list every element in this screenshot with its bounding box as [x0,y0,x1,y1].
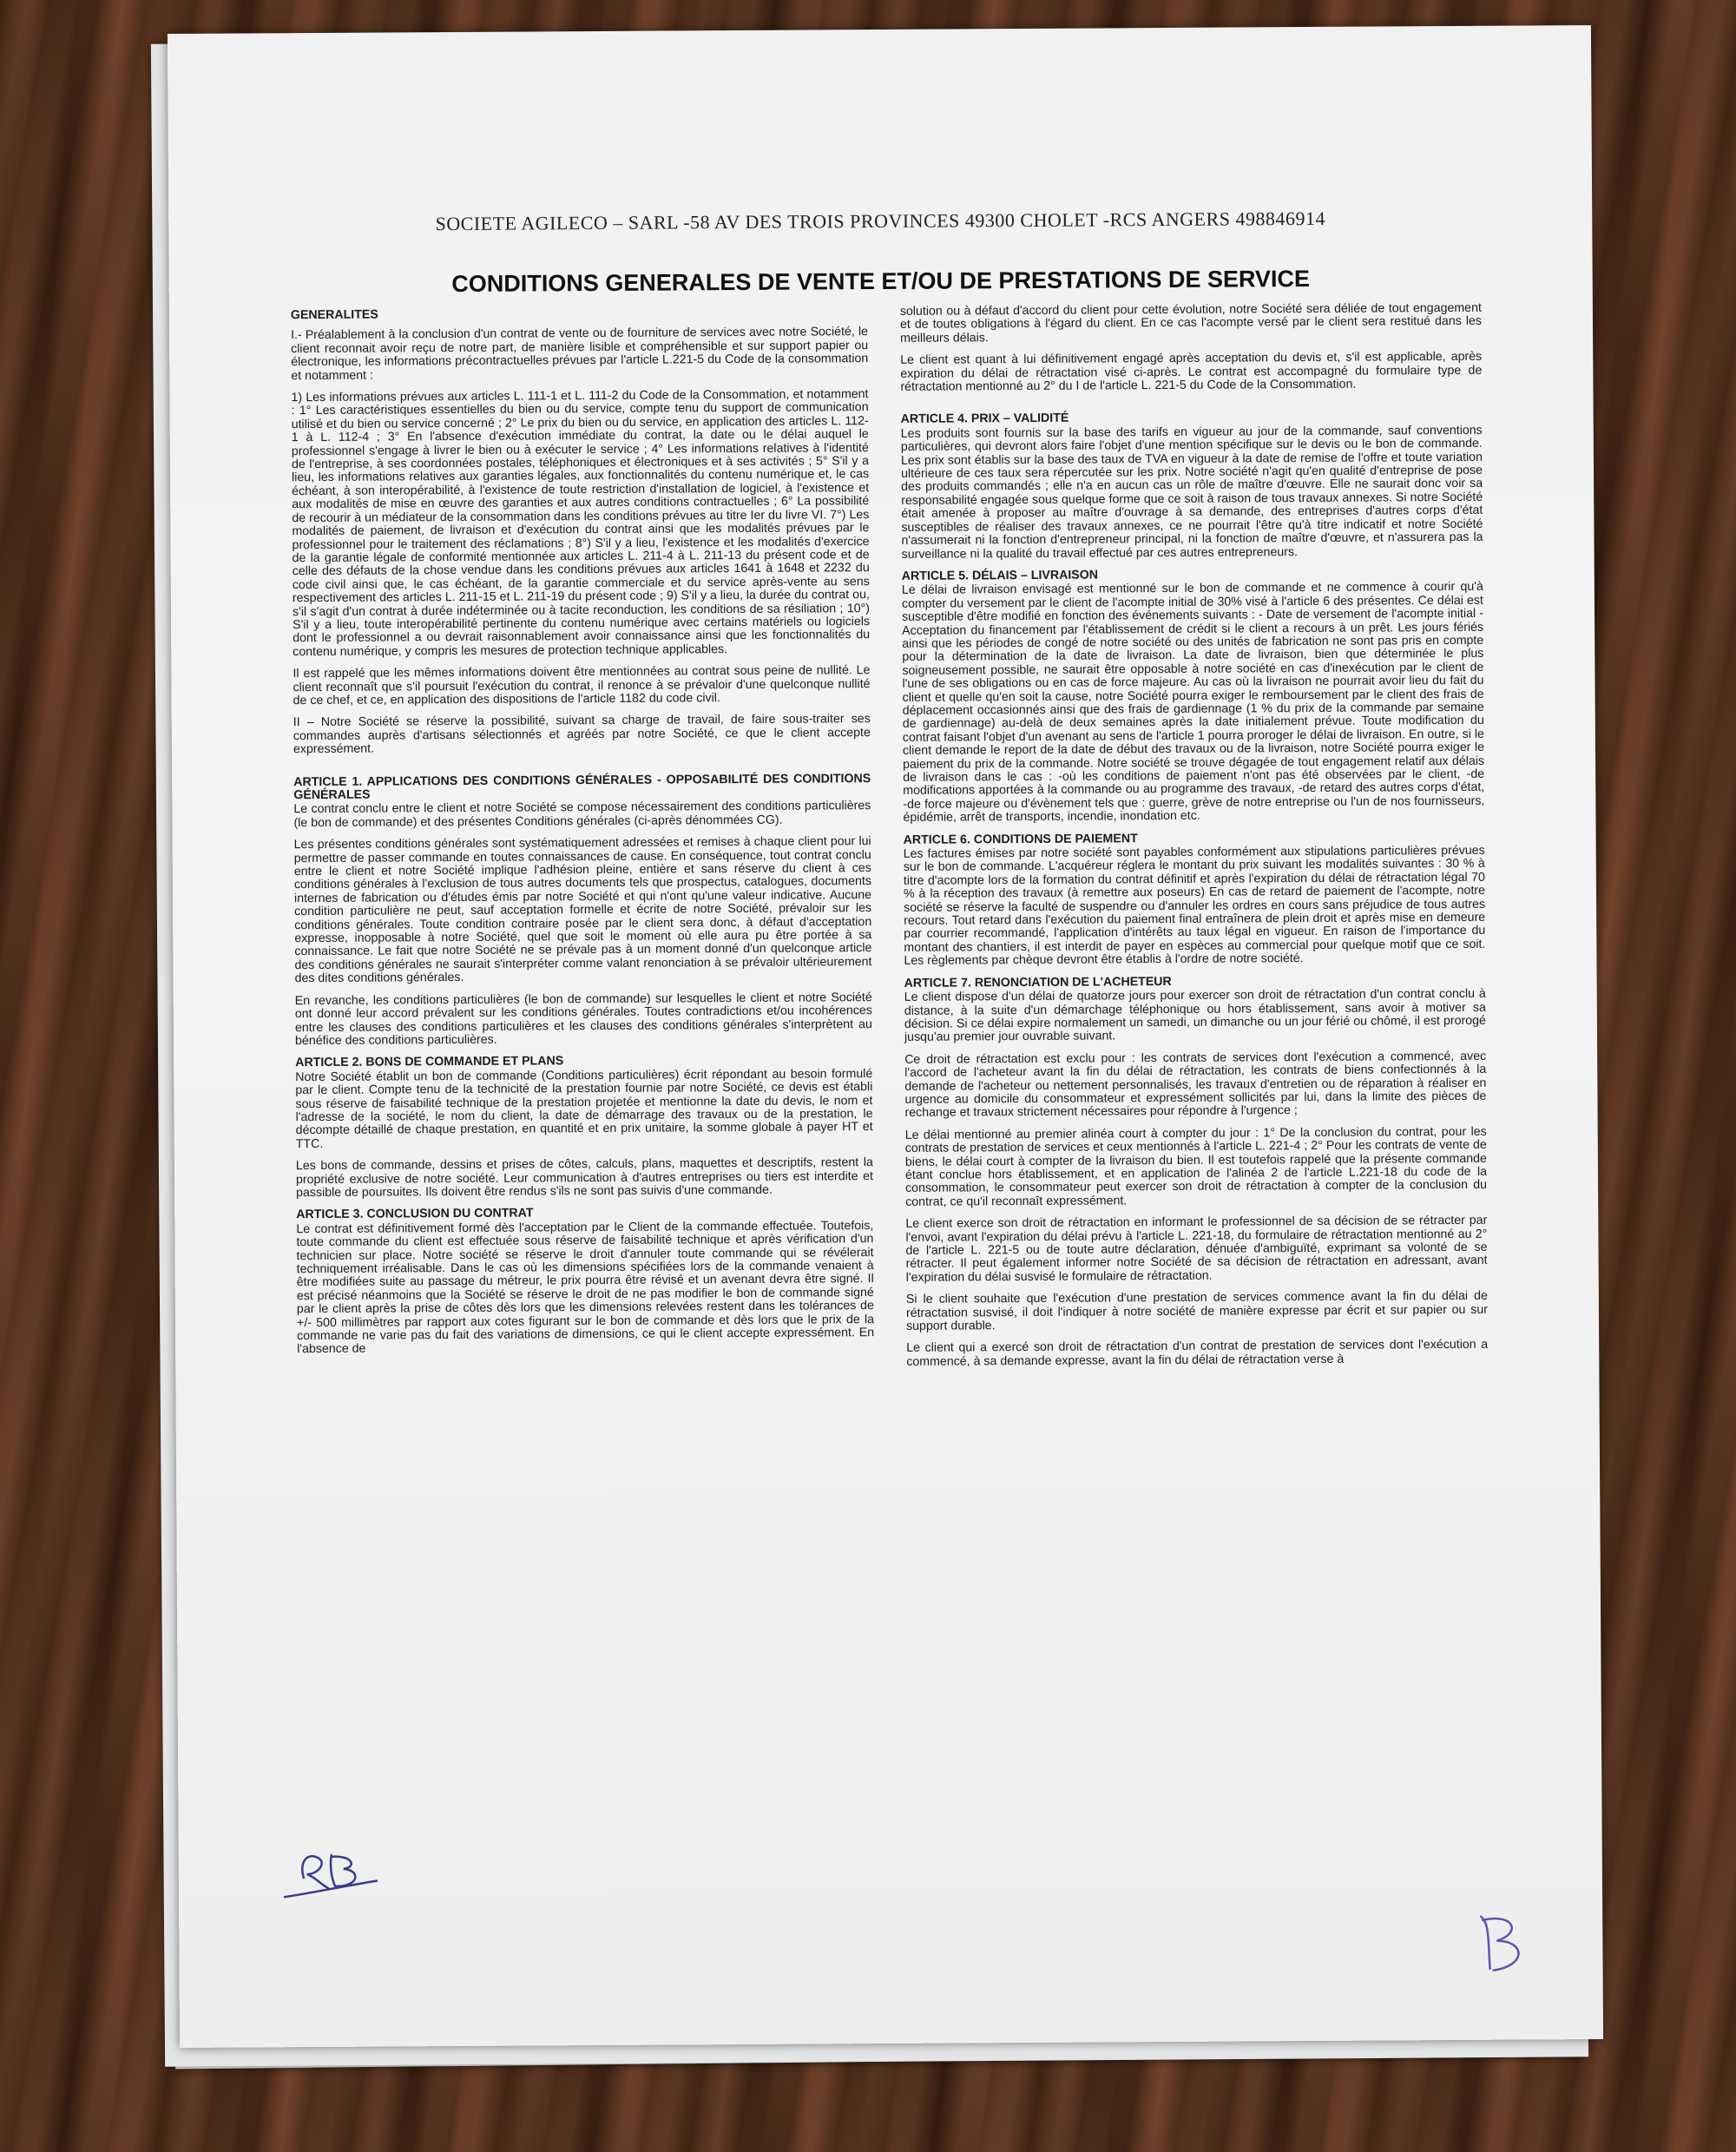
paragraph: 1) Les informations prévues aux articles L. 111-1 et L. 111-2 du Code de la Consommation, et notamment : 1° Les caractéristiques essentielles du bien ou du service, compte tenu du support de communication utilisé et du bien ou service concerné ; 2° Le prix du bien ou du service, en application des articles L. 112-1 à L. 112-4 ; 3° En l'absence d'exécution immédiate du contrat, la date ou le délai auquel le professionnel s'engage à livrer le bien ou à exécuter le service ; 4° Les informations relatives à l'identité de l'entreprise, à ses coordonnées postales, téléphoniques et électroniques et à ses activités ; 5° S'il y a lieu, les informations relatives aux garanties légales, aux fonctionnalités du contenu numérique et, le cas échéant, à son interopérabilité, à l'existence de toute restriction d'installation de logiciel, à l'existence et aux modalités de mise en œuvre des garanties et aux autres conditions contractuelles ; 6° La possibilité de recourir à un médiateur de la consommation dans les conditions prévues au titre Ier du livre VI. 7°) Les modalités de paiement, de livraison et d'exécution du contrat ainsi que les modalités prévues par le professionnel pour le traitement des réclamations ; 8°) S'il y a lieu, l'existence et les modalités d'exercice de la garantie légale de conformité mentionnée aux articles L. 211-4 à L. 211-13 du présent code et de celle des défauts de la chose vendue dans les conditions prévues aux articles 1641 à 1648 et 2232 du code civil ainsi que, le cas échéant, de la garantie commerciale et du service après-vente au sens respectivement des articles L. 211-15 et L. 211-19 du présent code ; 9) S'il y a lieu, la durée du contrat ou, s'il s'agit d'un contrat à durée indéterminée ou à tacite reconduction, les conditions de sa résiliation ; 10°) S'il y a lieu, toute interopérabilité pertinente du contenu numérique avec certains matériels ou logiciels dont le professionnel a ou devrait raisonnablement avoir connaissance ainsi que les fonctionnalités du contenu numérique, y compris les mesures de protection technique applicables. [291,387,871,659]
handwritten-initials-left [274,1843,387,1913]
left-column [291,306,874,1366]
paragraph: Le client exerce son droit de rétractation en informant le professionnel de sa décision de se rétracter par l'envoi, avant l'expiration du délai prévu à l'article L. 221-18, du formulaire de rétractation mentionné au 2° de l'article L. 221-5 ou de toute autre déclaration, dénuée d'ambiguïté, exprimant sa volonté de se rétracter. Il peut également informer notre Société de sa décision de rétractation en adressant, avant l'expiration du délai susvisé le formulaire de rétractation. [905,1213,1488,1285]
paragraph: Le client qui a exercé son droit de rétractation d'un contrat de prestation de services dont l'exécution a commencé, à sa demande expresse, avant la fin du délai de rétractation verse à [906,1338,1489,1369]
section-heading-generalites: GENERALITES [290,307,378,323]
right-column [900,302,1489,1378]
paragraph: En revanche, les conditions particulières (le bon de commande) sur lesquelles le client et notre Société ont donné leur accord prévalent sur les conditions générales. Toutes contradictions et/ou incohérences entre les clauses des conditions particulières et les clauses des conditions générales s'interprètent au bénéfice des conditions particulières. [294,990,872,1049]
paragraph: Si le client souhaite que l'exécution d'une prestation de services commence avant la fin du délai de rétractation susvisé, il doit l'indiquer à notre société de manière expresse par écrit et sur papier ou sur support durable. [905,1288,1488,1333]
paragraph: II – Notre Société se réserve la possibilité, suivant sa charge de travail, de faire sous-traiter ses commandes auprès d'artisans sélectionnés et agréés par notre Société, ce que le client accepte expressément. [293,712,871,757]
paragraph: Le client dispose d'un délai de quatorze jours pour exercer son droit de rétractation d'un contrat conclu à distance, à la suite d'un démarchage téléphonique ou hors établissement, sans avoir à motiver sa décision. Si ce délai expire normalement un samedi, un dimanche ou un jour férié ou chômé, il est prorogé jusqu'au premier jour ouvrable suivant. [904,986,1486,1045]
paragraph: I.- Préalablement à la conclusion d'un contrat de vente ou de fourniture de services avec notre Société, le client reconnait avoir reçu de notre part, de manière lisible et compréhensible et sur support papier ou électronique, les informations précontractuelles prévues par l'article L.221-5 du Code de la consommation et notamment : [291,325,869,383]
paragraph: Ce droit de rétractation est exclu pour : les contrats de services dont l'exécution a commencé, avec l'accord de l'acheteur avant la fin du délai de rétractation, les contrats de biens confectionnés à la demande de l'acheteur ou nettement personnalisés, les travaux d'entretien ou de réparation à réaliser en urgence au domicile du consommateur et expressément sollicités par lui, dans la limite des pièces de rechange et travaux strictement nécessaires pour répondre à l'urgence ; [904,1049,1487,1121]
paragraph: Il est rappelé que les mêmes informations doivent être mentionnées au contrat sous peine de nullité. Le client reconnaît que s'il poursuit l'exécution du contrat, il renonce à se prévaloir d'une quelconque nullité de ce chef, et ce, en application des dispositions de l'article 1182 du code civil. [293,663,871,708]
paragraph: Le délai mentionné au premier alinéa court à compter du jour : 1° De la conclusion du contrat, pour les contrats de prestation de services et ceux mentionnés à l'article L. 221-4 ; 2° Pour les contrats de vente de biens, le délai court à compter de la livraison du bien. Il est toutefois rappelé que la présente commande étant conclue hors établissement, et en application de l'alinéa 2 de l'article L.221-18 du code de la consommation, le consommateur peut exercer son droit de rétractation à compter de la conclusion du contrat, ce qu'il reconnaît expressément. [904,1124,1488,1209]
paragraph: Le contrat est définitivement formé dès l'acceptation par le Client de la commande effectuée. Toutefois, toute commande du client est effectuée sous réserve de faisabilité technique et après vérification d'un technicien sur place. Notre société se réserve le droit d'annuler toute commande qui se révélerait techniquement irréalisable. Dans le cas où les dimensions spécifiées lors de la commande venaient à être modifiées suite au passage du métreur, le prix pourra être révisé et un avenant devra être signé. Il est précisé néanmoins que la Société se réserve le droit de ne pas modifier le bon de commande signé par le client après la prise de côtes dès lors que les dimensions relevées restent dans les tolérances de +/- 500 millimètres par rapport aux cotes figurant sur le bon de commande et dès lors que le prix de la commande ne varie pas du fait des variations de dimensions, ce qui le client accepte expressément. En l'absence de [296,1218,875,1357]
paragraph: Le client est quant à lui définitivement engagé après acceptation du devis et, s'il est applicable, après expiration du délai de rétractation visé ci-après. Le contrat est accompagné du formulaire type de rétractation mentionné au 2° du I de l'article L. 221-5 du Code de la Consommation. [900,350,1483,394]
paragraph: Les factures émises par notre société sont payables conformément aux stipulations particulières prévues sur le bon de commande. L'acquéreur réglera le montant du prix suivant les modalités suivantes : 30 % à titre d'acompte lors de la formation du contrat définitif et après l'expiration du délai de rétractation légal 70 % à la réception des travaux (à remettre aux poseurs) En cas de retard de paiement de l'acompte, notre société se réserve la faculté de suspendre ou d'annuler les ordres en cours sans préjudice de tous autres recours. Tout retard dans l'exécution du paiement final entraînera de plein droit et après mise en demeure par courrier recommandé, l'application d'intérêts au taux légal en vigueur. En raison de l'importance du montant des chantiers, il est interdit de payer en espèces au commercial pour quelque motif que ce soit. Les règlements par chèque devront être établis à l'ordre de notre société. [903,843,1486,969]
paragraph: solution ou à défaut d'accord du client pour cette évolution, notre Société sera déliée de tout engagement et de toutes obligations à l'égard du client. En ce cas l'acompte versé par le client sera restitué dans les meilleurs délais. [899,300,1483,346]
article-5-heading: ARTICLE 5. DÉLAIS – LIVRAISON [901,568,1099,583]
paragraph: Le délai de livraison envisagé est mentionné sur le bon de commande et ne commence à courir qu'à compter du versement par le client de l'acompte initial de 30% visé à l'article 6 des présentes. Ce délai est susceptible d'être modifié en fonction des événements suivants : - Date de versement de l'acompte initial - Acceptation du financement par l'établissement de crédit si le client a recours à un prêt. Les jours fériés ainsi que les périodes de congé de notre société ou des unités de fabrication ne sont pas pris en compte pour la détermination de la date de livraison. La date de livraison, bien que déterminée le plus soigneusement possible, ne saurait être opposable à notre société en cas d'inexécution par le client de l'une de ses obligations ou en cas de force majeure. Au cas où la livraison ne pourrait avoir lieu du fait du client et quelle qu'en soit la cause, notre Société pourra exiger le remboursement par le client des frais de déplacement occasionnés ainsi que des frais de gardiennage (1 % du prix de la commande par semaine de gardiennage) au-delà de deux semaines après la date initialement prévue. Toute modification du contrat faisant l'objet d'un avenant au sens de l'article 1 pourra proroger le délai de livraison. En outre, si le client demande le report de la date de début des travaux ou de la livraison, notre Société pourra exiger le paiement du prix de la commande. Notre société se trouve dégagée de tout engagement relatif aux délais de livraison dans le cas : -où les conditions de paiement n'ont pas été observées par le client, -de modifications apportées à la commande ou au programme des travaux, -de retard des autres corps d'état, -de force majeure ou d'évènement tels que : guerre, grève de notre entreprise ou l'un de nos fournisseurs, épidémie, arrêt de transports, incendie, inondation etc. [901,580,1485,826]
paragraph: Les présentes conditions générales sont systématiquement adressées et remises à chaque client pour lui permettre de passer commande en toutes connaissances de cause. En conséquence, tout contrat conclu entre le client et notre Société implique l'adhésion pleine, entière et sans réserve du client à ces conditions générales à l'exclusion de tous autres documents tels que prospectus, catalogues, documents internes de fabrication ou d'études émis par notre Société et qui n'ont qu'une valeur indicative. Aucune condition particulière ne peut, sauf acceptation formelle et écrite de notre Société, prévaloir sur les conditions générales. Toute condition contraire posée par le client sera donc, à défaut d'acceptation expresse, inopposable à notre Société, quel que soit le moment où elle aura pu être portée à sa connaissance. Le fait que notre Société ne se prévale pas à un moment donné d'un quelconque article des conditions générales ne saurait s'interpréter comme valant renonciation à se prévaloir ultérieurement des dites conditions générales. [293,834,872,986]
article-3-heading: ARTICLE 3. CONCLUSION DU CONTRAT [296,1206,534,1222]
paragraph: Le contrat conclu entre le client et notre Société se compose nécessairement des conditions particulières (le bon de commande) et des présentes Conditions générales (ci-après dénommées CG). [293,799,871,830]
paragraph: Notre Société établit un bon de commande (Conditions particulières) écrit répondant au besoin formulé par le client. Compte tenu de la technicité de la prestation fournie par notre Société, ce devis est établi sous réserve de faisabilité technique de la prestation projetée et mentionne la date du devis, le nom et l'adresse de la société, le nom du client, la date de démarrage des travaux ou de la prestation, le décompte détaillé de chaque prestation, en quantité et en prix unitaire, la somme globale à payer HT et TTC. [295,1066,873,1151]
article-1-heading: ARTICLE 1. APPLICATIONS DES CONDITIONS GÉNÉRALES - OPPOSABILITÉ DES CONDITIONS GÉNÉRALES [293,771,871,803]
article-7-heading: ARTICLE 7. RENONCIATION DE L'ACHETEUR [904,974,1172,990]
article-4-heading: ARTICLE 4. PRIX – VALIDITÉ [900,411,1069,427]
article-6-heading: ARTICLE 6. CONDITIONS DE PAIEMENT [903,831,1138,847]
company-header: SOCIETE AGILECO – SARL -58 AV DES TROIS PROVINCES 49300 CHOLET -RCS ANGERS 498846914 [435,207,1326,235]
handwritten-initials-right [1463,1907,1542,1986]
paragraph: Les produits sont fournis sur la base des tarifs en vigueur au jour de la commande, sauf conventions particulières, qui devront alors faire l'objet d'une mention spécifique sur le devis ou le bon de commande. Les prix sont établis sur la base des taux de TVA en vigueur à la date de remise de l'offre et toute variation ultérieure de ces taux sera répercutée sur les prix. Notre société n'agit qu'en qualité d'entreprise de pose des produits commandés ; elle n'a en aucun cas un rôle de maître d'œuvre. Elle ne saurait donc voir sa responsabilité engagée sous quelque forme que ce soit à raison de tous travaux annexes. Si notre Société était amenée à proposer au maître d'ouvrage à sa demande, des entreprises d'autres corps d'état susceptibles de réaliser des travaux annexes, ce ne pourrait l'être qu'à titre indicatif et notre Société n'assumerait ni la fonction d'entrepreneur principal, ni la fonction de maître d'œuvre, et n'assurera pas la surveillance ni la qualité du travail effectué par ces autres entrepreneurs. [900,423,1483,562]
article-2-heading: ARTICLE 2. BONS DE COMMANDE ET PLANS [295,1054,564,1070]
document-title: CONDITIONS GENERALES DE VENTE ET/OU DE PRESTATIONS DE SERVICE [451,265,1311,298]
paragraph: Les bons de commande, dessins et prises de côtes, calculs, plans, maquettes et descriptifs, restent la propriété exclusive de notre société. Leur communication à d'autres entreprises ou tiers est interdite et passible de poursuites. Ils doivent être rendus s'ils ne sont pas suivis d'une commande. [295,1155,874,1201]
document-page [168,25,1603,2048]
